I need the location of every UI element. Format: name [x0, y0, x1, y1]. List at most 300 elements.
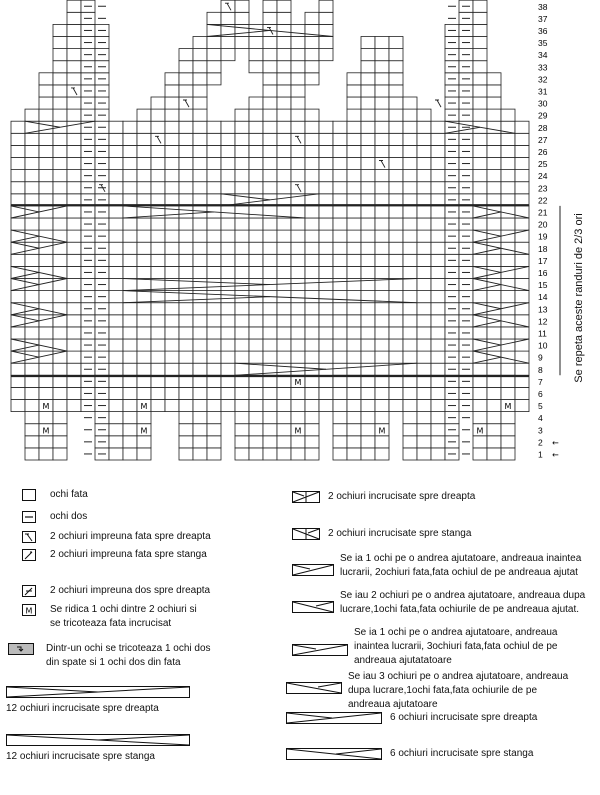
- chart-cell: [53, 24, 67, 36]
- row-number: 30: [538, 98, 548, 109]
- chart-cell: [515, 363, 529, 375]
- chart-cell: [25, 194, 39, 206]
- chart-cell: [207, 303, 221, 315]
- chart-cell: [123, 351, 137, 363]
- chart-cell: [361, 436, 375, 448]
- chart-cell: [291, 339, 305, 351]
- chart-cell: [417, 194, 431, 206]
- chart-cell: [123, 412, 137, 424]
- chart-cell: [123, 182, 137, 194]
- chart-cell: [333, 145, 347, 157]
- chart-cell: [151, 327, 165, 339]
- chart-cell: [67, 363, 81, 375]
- chart-cell: [221, 375, 235, 387]
- chart-cell: [109, 363, 123, 375]
- chart-cell: [207, 448, 221, 460]
- chart-cell: [67, 145, 81, 157]
- chart-cell: [151, 194, 165, 206]
- chart-cell: [403, 436, 417, 448]
- chart-cell: [67, 170, 81, 182]
- chart-cell: [179, 400, 193, 412]
- chart-cell: [123, 327, 137, 339]
- chart-cell: [193, 49, 207, 61]
- chart-cell: [277, 303, 291, 315]
- chart-cell: [361, 97, 375, 109]
- chart-cell: [333, 133, 347, 145]
- chart-cell: [403, 254, 417, 266]
- chart-cell: [193, 303, 207, 315]
- chart-cell: [319, 315, 333, 327]
- chart-cell: [235, 387, 249, 399]
- chart-cell: [207, 266, 221, 278]
- chart-cell: [39, 291, 53, 303]
- chart-cell: [221, 0, 235, 12]
- chart-cell: [67, 230, 81, 242]
- chart-cell: [67, 375, 81, 387]
- chart-cell: [487, 109, 501, 121]
- chart-cell: [431, 170, 445, 182]
- chart-cell: [221, 206, 235, 218]
- chart-cell: [249, 182, 263, 194]
- chart-cell: [333, 387, 347, 399]
- chart-cell: [305, 61, 319, 73]
- chart-cell: [249, 424, 263, 436]
- chart-cell: [39, 170, 53, 182]
- chart-cell: [389, 400, 403, 412]
- chart-cell: [389, 327, 403, 339]
- chart-cell: [123, 194, 137, 206]
- chart-cell: [375, 387, 389, 399]
- chart-cell: [179, 436, 193, 448]
- chart-cell: [431, 412, 445, 424]
- chart-cell: [347, 170, 361, 182]
- chart-cell: [389, 133, 403, 145]
- chart-cell: [305, 218, 319, 230]
- chart-cell: [193, 339, 207, 351]
- chart-cell: [193, 436, 207, 448]
- chart-cell: [235, 375, 249, 387]
- chart-cell: [263, 266, 277, 278]
- chart-cell: [473, 218, 487, 230]
- chart-cell: [53, 436, 67, 448]
- chart-cell: [333, 182, 347, 194]
- chart-cell: [347, 109, 361, 121]
- chart-cell: [151, 121, 165, 133]
- chart-cell: [361, 218, 375, 230]
- chart-cell: [11, 121, 25, 133]
- chart-cell: [235, 424, 249, 436]
- chart-cell: [221, 242, 235, 254]
- chart-cell: [67, 387, 81, 399]
- chart-cell: [319, 121, 333, 133]
- chart-cell: [25, 158, 39, 170]
- chart-cell: [165, 109, 179, 121]
- make-one-icon: [22, 604, 36, 616]
- chart-cell: [389, 97, 403, 109]
- chart-cell: [123, 254, 137, 266]
- legend-cable3-front: [292, 552, 581, 580]
- row-number: 22: [538, 195, 548, 206]
- chart-cell: [417, 109, 431, 121]
- chart-cell: [179, 375, 193, 387]
- chart-cell: [25, 109, 39, 121]
- chart-cell: [375, 218, 389, 230]
- chart-cell: [431, 351, 445, 363]
- row-number: 4: [538, 413, 543, 424]
- chart-cell: [207, 375, 221, 387]
- chart-cell: [431, 279, 445, 291]
- row-number: 28: [538, 122, 548, 133]
- chart-cell: [431, 303, 445, 315]
- chart-cell: [305, 109, 319, 121]
- chart-cell: [193, 387, 207, 399]
- chart-cell: [361, 121, 375, 133]
- chart-cell: [473, 97, 487, 109]
- chart-cell: [347, 339, 361, 351]
- legend-text: Se ia 1 ochi pe o andrea ajutatoare, andreaua inaintea lucrarii, 3ochiuri fata,fata ochiul de pe andreaua ajutatatoare: [354, 627, 558, 666]
- chart-cell: [487, 194, 501, 206]
- chart-cell: [431, 375, 445, 387]
- chart-cell: [263, 327, 277, 339]
- chart-cell: [361, 254, 375, 266]
- row-number: 31: [538, 86, 548, 97]
- chart-cell: [249, 242, 263, 254]
- chart-cell: [179, 266, 193, 278]
- chart-cell: [361, 327, 375, 339]
- legend-k2tog-right: [22, 530, 211, 544]
- chart-cell: [361, 37, 375, 49]
- chart-cell: [333, 206, 347, 218]
- chart-cell: [235, 0, 249, 12]
- chart-cell: [207, 242, 221, 254]
- chart-cell: [11, 387, 25, 399]
- chart-cell: [221, 218, 235, 230]
- chart-cell: [263, 412, 277, 424]
- chart-cell: [109, 436, 123, 448]
- legend-cable2-right: [292, 490, 475, 504]
- chart-cell: [151, 109, 165, 121]
- chart-cell: [277, 448, 291, 460]
- chart-cell: [277, 73, 291, 85]
- chart-cell: [277, 218, 291, 230]
- chart-cell: [417, 291, 431, 303]
- chart-cell: [319, 400, 333, 412]
- chart-cell: [389, 109, 403, 121]
- chart-cell: [333, 303, 347, 315]
- chart-cell: [123, 230, 137, 242]
- chart-cell: [221, 291, 235, 303]
- row-number: 36: [538, 26, 548, 36]
- chart-cell: [417, 327, 431, 339]
- chart-cell: [417, 375, 431, 387]
- chart-cell: [319, 218, 333, 230]
- chart-cell: [165, 315, 179, 327]
- chart-cell: [109, 279, 123, 291]
- chart-cell: [375, 145, 389, 157]
- chart-cell: [11, 158, 25, 170]
- chart-cell: [67, 254, 81, 266]
- chart-cell: [109, 266, 123, 278]
- chart-cell: [179, 133, 193, 145]
- row-number: 38: [538, 1, 548, 12]
- chart-cell: [431, 218, 445, 230]
- chart-cell: [347, 448, 361, 460]
- chart-cell: [347, 303, 361, 315]
- chart-cell: [305, 424, 319, 436]
- chart-cell: [277, 24, 291, 36]
- chart-cell: [389, 387, 403, 399]
- chart-cell: [249, 303, 263, 315]
- chart-cell: [389, 351, 403, 363]
- chart-cell: [487, 387, 501, 399]
- chart-cell: [403, 97, 417, 109]
- chart-cell: [235, 206, 249, 218]
- chart-cell: [431, 145, 445, 157]
- chart-cell: [53, 327, 67, 339]
- chart-cell: [179, 194, 193, 206]
- chart-cell: [291, 133, 305, 145]
- chart-cell: [235, 218, 249, 230]
- chart-cell: [179, 61, 193, 73]
- chart-cell: [501, 254, 515, 266]
- chart-cell: [263, 315, 277, 327]
- chart-cell: [263, 133, 277, 145]
- chart-cell: [333, 158, 347, 170]
- chart-cell: [375, 61, 389, 73]
- chart-cell: [207, 73, 221, 85]
- chart-cell: [333, 327, 347, 339]
- legend-k2tog-left: [22, 548, 207, 562]
- chart-cell: [487, 436, 501, 448]
- chart-cell: [487, 158, 501, 170]
- chart-cell: [25, 327, 39, 339]
- chart-cell: [417, 121, 431, 133]
- chart-cell: [375, 339, 389, 351]
- chart-cell: [123, 448, 137, 460]
- chart-cell: [221, 158, 235, 170]
- chart-cell: [53, 109, 67, 121]
- chart-cell: [375, 230, 389, 242]
- chart-cell: [431, 315, 445, 327]
- chart-cell: [361, 230, 375, 242]
- chart-cell: [207, 424, 221, 436]
- chart-cell: [193, 315, 207, 327]
- chart-cell: [417, 145, 431, 157]
- chart-cell: [263, 218, 277, 230]
- chart-cell: [431, 182, 445, 194]
- chart-cell: [221, 351, 235, 363]
- row-number: 32: [538, 74, 548, 85]
- chart-cell: [417, 315, 431, 327]
- chart-cell: [39, 194, 53, 206]
- chart-cell: [319, 145, 333, 157]
- chart-cell: [333, 266, 347, 278]
- chart-cell: [319, 158, 333, 170]
- chart-cell: [151, 303, 165, 315]
- chart-cell: [179, 448, 193, 460]
- chart-cell: [291, 400, 305, 412]
- chart-cell: [361, 109, 375, 121]
- chart-cell: [109, 412, 123, 424]
- chart-cell: [193, 73, 207, 85]
- chart-cell: [25, 375, 39, 387]
- chart-cell: [193, 218, 207, 230]
- chart-cell: [305, 327, 319, 339]
- chart-cell: [193, 61, 207, 73]
- chart-cell: [403, 230, 417, 242]
- chart-cell: [207, 400, 221, 412]
- chart-cell: [403, 206, 417, 218]
- chart-cell: [151, 400, 165, 412]
- chart-cell: [137, 242, 151, 254]
- chart-cell: [319, 194, 333, 206]
- chart-cell: [319, 254, 333, 266]
- legend-text: 2 ochiuri impreuna fata spre stanga: [50, 549, 207, 560]
- chart-cell: [417, 303, 431, 315]
- chart-cell: [291, 170, 305, 182]
- chart-cell: [347, 230, 361, 242]
- chart-cell: [249, 121, 263, 133]
- chart-cell: [263, 61, 277, 73]
- chart-cell: [109, 303, 123, 315]
- chart-cell: [487, 363, 501, 375]
- chart-cell: [179, 145, 193, 157]
- chart-cell: [389, 37, 403, 49]
- chart-cell: [179, 97, 193, 109]
- chart-cell: [137, 303, 151, 315]
- chart-cell: [235, 436, 249, 448]
- chart-cell: [179, 387, 193, 399]
- chart-cell: [291, 73, 305, 85]
- chart-cell: [179, 242, 193, 254]
- chart-cell: [305, 400, 319, 412]
- chart-cell: [165, 206, 179, 218]
- chart-cell: [375, 412, 389, 424]
- chart-cell: [431, 121, 445, 133]
- chart-cell: [221, 12, 235, 24]
- chart-cell: [235, 242, 249, 254]
- chart-cell: [403, 242, 417, 254]
- chart-cell: [403, 327, 417, 339]
- chart-cell: [389, 279, 403, 291]
- row-number: 13: [538, 304, 548, 315]
- chart-cell: [305, 170, 319, 182]
- chart-cell: [179, 412, 193, 424]
- chart-cell: [207, 291, 221, 303]
- chart-cell: [417, 170, 431, 182]
- chart-cell: [473, 327, 487, 339]
- chart-cell: [151, 133, 165, 145]
- chart-cell: [67, 291, 81, 303]
- chart-cell: [151, 315, 165, 327]
- chart-cell: [375, 315, 389, 327]
- chart-cell: [193, 158, 207, 170]
- chart-cell: [361, 363, 375, 375]
- chart-cell: [235, 254, 249, 266]
- chart-cell: [277, 339, 291, 351]
- chart-cell: [235, 230, 249, 242]
- chart-cell: [333, 363, 347, 375]
- chart-cell: [487, 73, 501, 85]
- chart-cell: [193, 121, 207, 133]
- chart-cell: [333, 351, 347, 363]
- legend-text: 2 ochiuri impreuna dos spre dreapta: [50, 585, 211, 596]
- chart-cell: [389, 266, 403, 278]
- chart-cell: [221, 266, 235, 278]
- chart-cell: [207, 327, 221, 339]
- chart-cell: [375, 121, 389, 133]
- chart-cell: [515, 254, 529, 266]
- chart-cell: [235, 315, 249, 327]
- chart-cell: [389, 375, 403, 387]
- chart-cell: [319, 375, 333, 387]
- chart-cell: [305, 230, 319, 242]
- chart-cell: [473, 412, 487, 424]
- chart-cell: [137, 133, 151, 145]
- chart-cell: [123, 375, 137, 387]
- chart-cell: [333, 339, 347, 351]
- chart-cell: [277, 182, 291, 194]
- chart-cell: [39, 363, 53, 375]
- chart-cell: [291, 448, 305, 460]
- chart-cell: [249, 230, 263, 242]
- chart-cell: [179, 218, 193, 230]
- chart-cell: [291, 206, 305, 218]
- chart-cell: [123, 158, 137, 170]
- chart-cell: [109, 387, 123, 399]
- chart-cell: [277, 400, 291, 412]
- chart-cell: [11, 291, 25, 303]
- chart-cell: [417, 339, 431, 351]
- chart-cell: [501, 327, 515, 339]
- chart-cell: [333, 254, 347, 266]
- row-number: 33: [538, 62, 548, 73]
- chart-cell: [333, 279, 347, 291]
- chart-cell: [165, 97, 179, 109]
- chart-cell: [473, 436, 487, 448]
- chart-cell: [431, 194, 445, 206]
- chart-cell: [431, 254, 445, 266]
- chart-cell: [165, 133, 179, 145]
- chart-cell: [319, 387, 333, 399]
- make-one-mark: M: [140, 402, 148, 412]
- chart-cell: [207, 339, 221, 351]
- chart-cell: [403, 158, 417, 170]
- chart-cell: [263, 424, 277, 436]
- chart-cell: [193, 37, 207, 49]
- chart-cell: [361, 61, 375, 73]
- chart-cell: [291, 85, 305, 97]
- chart-cell: [67, 73, 81, 85]
- chart-cell: [361, 266, 375, 278]
- legend-text: 12 ochiuri incrucisate spre dreapta: [6, 703, 159, 714]
- chart-cell: [277, 85, 291, 97]
- chart-cell: [305, 254, 319, 266]
- chart-cell: [11, 400, 25, 412]
- chart-cell: [333, 412, 347, 424]
- chart-cell: [193, 145, 207, 157]
- chart-cell: [375, 448, 389, 460]
- chart-cell: [291, 242, 305, 254]
- cable2-right-icon: [292, 491, 320, 503]
- chart-cell: [305, 315, 319, 327]
- chart-cell: [193, 242, 207, 254]
- chart-cell: [403, 448, 417, 460]
- chart-cell: [109, 194, 123, 206]
- chart-cell: [39, 73, 53, 85]
- chart-cell: [501, 448, 515, 460]
- chart-cell: [375, 436, 389, 448]
